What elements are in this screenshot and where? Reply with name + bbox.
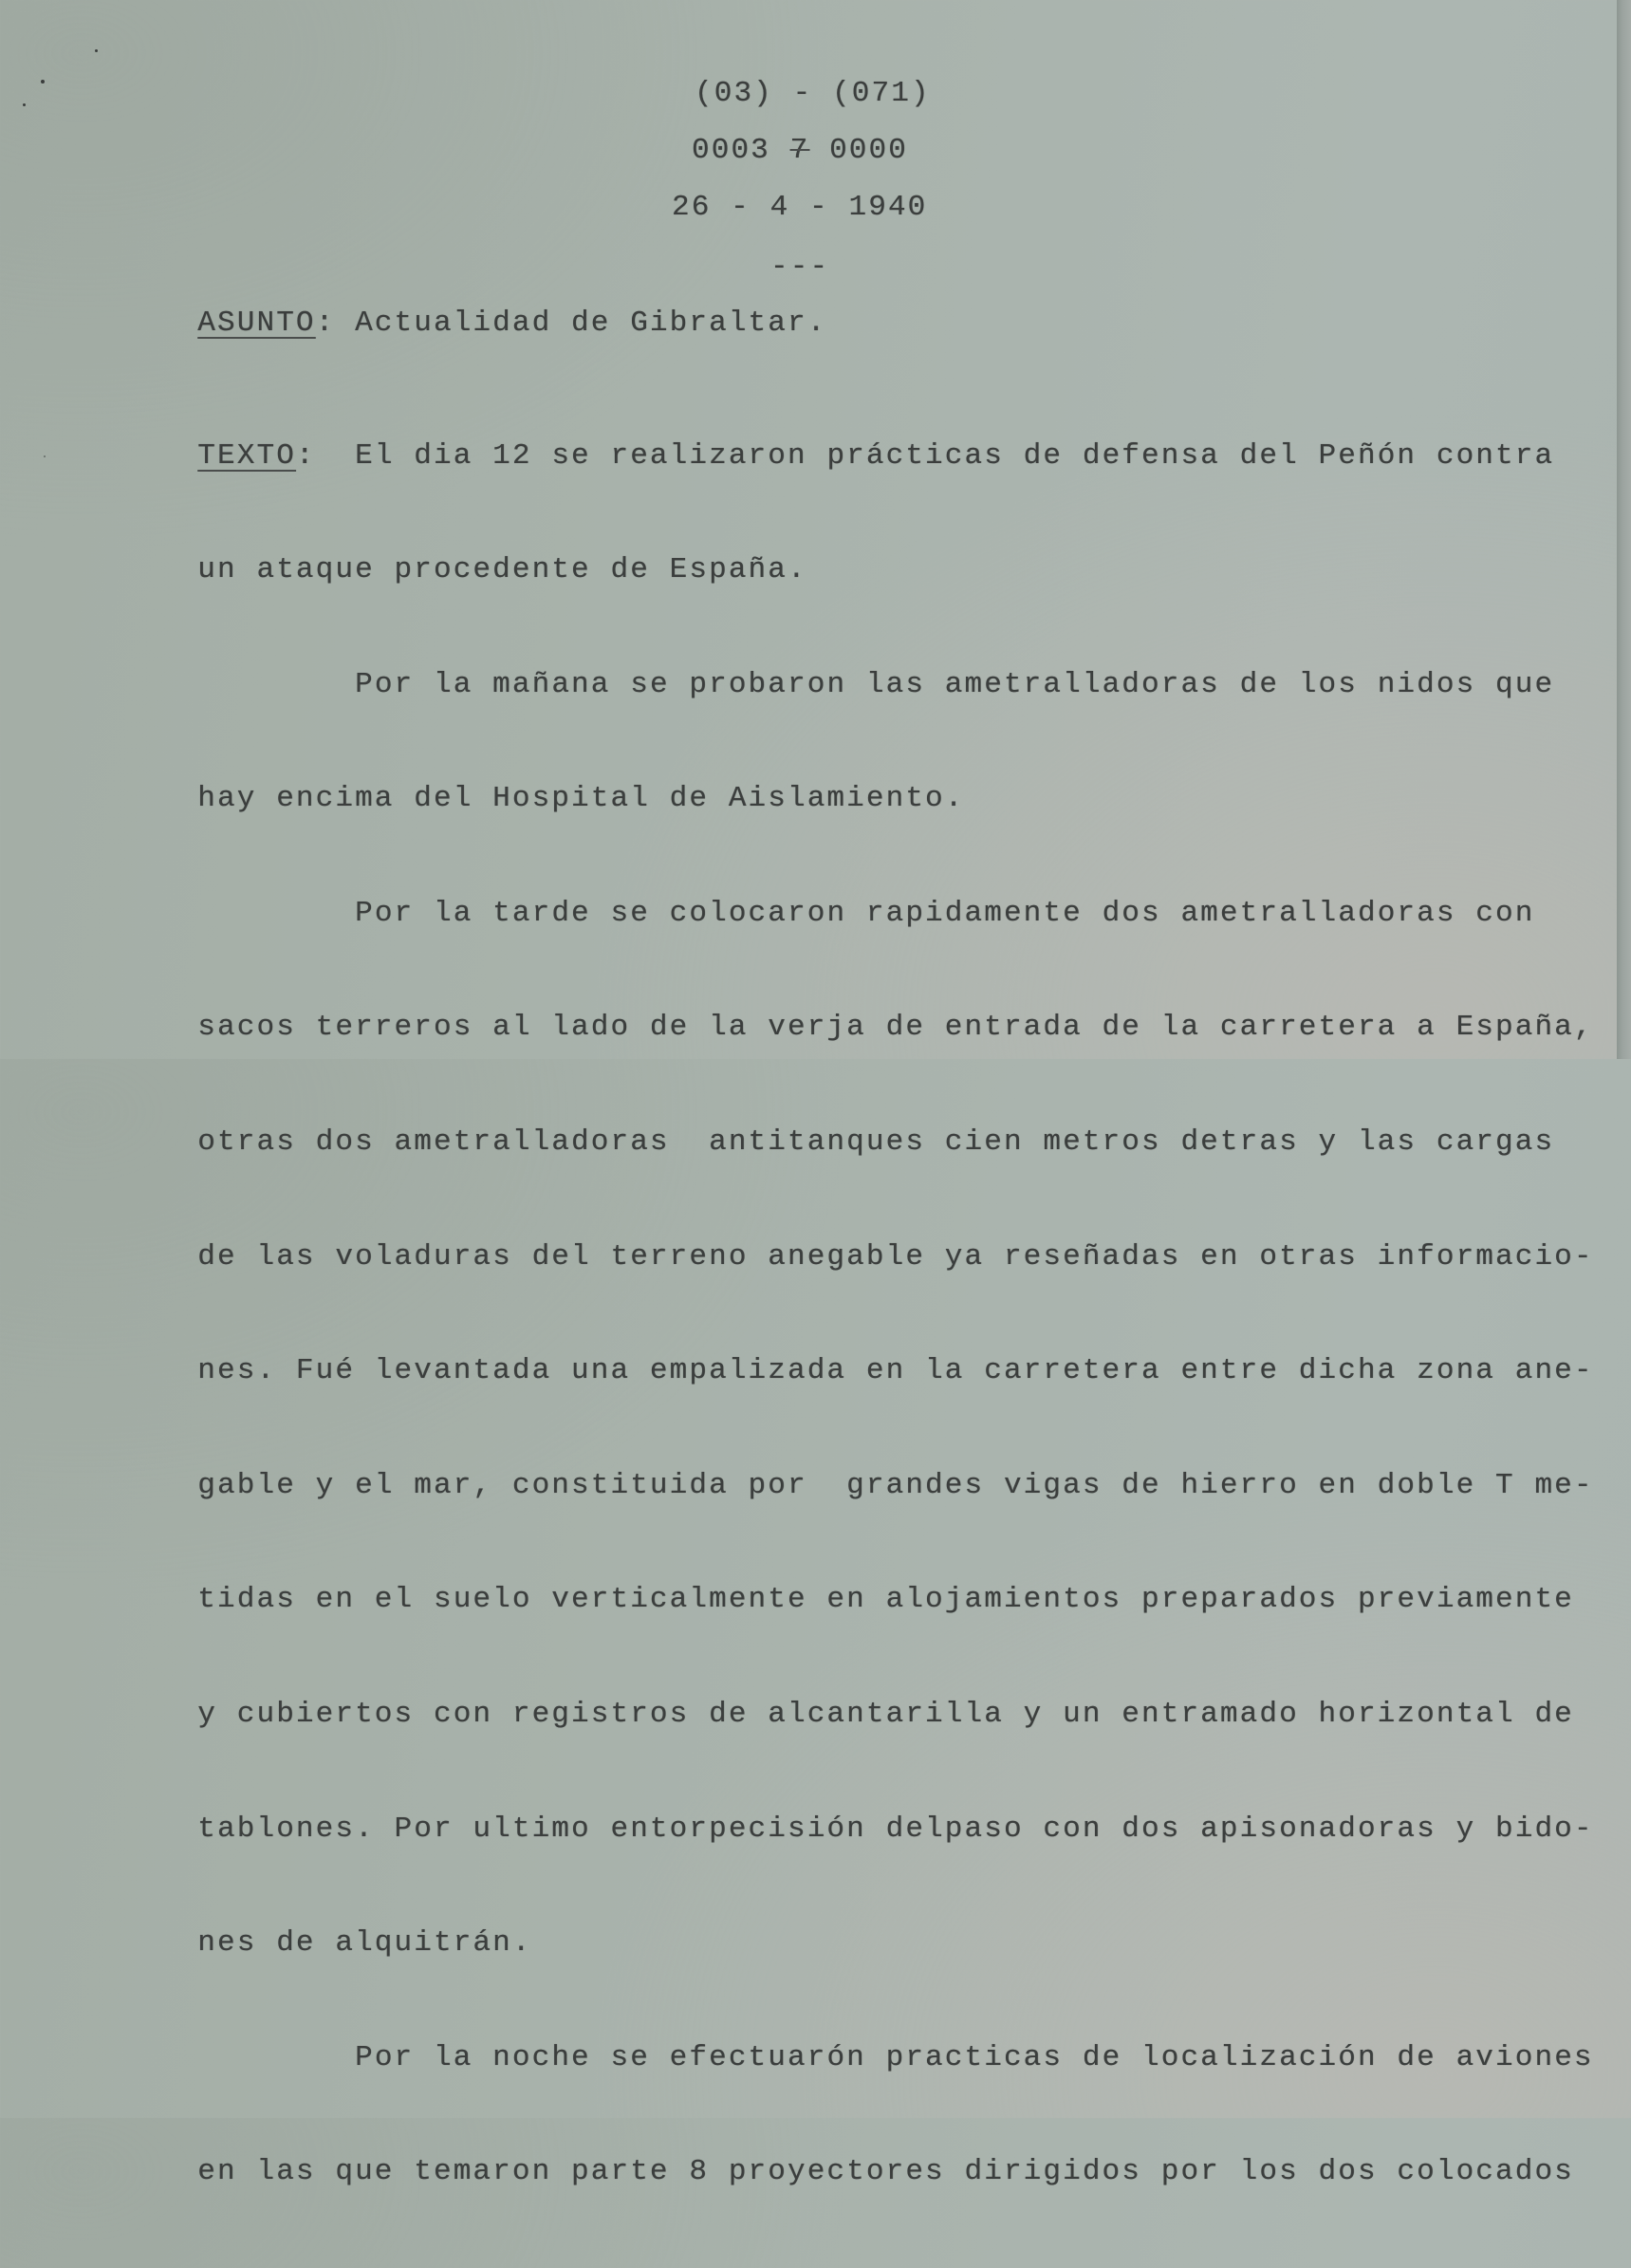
body-line: hay encima del Hospital de Aislamiento.	[197, 782, 965, 816]
header-divider: ---	[770, 250, 830, 284]
document-body	[197, 361, 1593, 2268]
body-line: en las que temaron parte 8 proyectores dirigidos por los dos colocados	[197, 2155, 1574, 2189]
struck-digit: 7	[789, 134, 810, 167]
serial-part: 0003	[692, 134, 790, 167]
body-line: tablones. Por ultimo entorpecisión delpaso con dos apisonadoras y bido-	[197, 1812, 1594, 1846]
body-line: Por la noche se efectuarón practicas de localización de aviones	[355, 2040, 1594, 2074]
body-line: de las voladuras del terreno anegable ya reseñadas en otras informacio-	[197, 1239, 1594, 1273]
serial-number	[692, 132, 908, 170]
ink-speck	[95, 49, 98, 52]
body-line: y cubiertos con registros de alcantarilla y un entramado horizontal de	[197, 1698, 1574, 1732]
body-line: gable y el mar, constituida por grandes vigas de hierro en doble T me-	[197, 1468, 1594, 1502]
ink-speck	[44, 455, 46, 457]
body-line: un ataque procedente de España.	[197, 553, 807, 587]
text-intro-text: : El dia 12 se realizaron prácticas de defensa del Peñón contra	[295, 438, 1555, 473]
body-line: tidas en el suelo verticalmente en alojamientos preparados previamente	[197, 1583, 1574, 1617]
ink-speck	[41, 80, 45, 84]
body-line: sacos terreros al lado de la verja de entrada de la carretera a España,	[197, 1011, 1594, 1045]
subject-label: ASUNTO	[197, 306, 316, 340]
document-date: 26 - 4 - 1940	[672, 191, 928, 225]
paper-edge	[1617, 0, 1631, 1059]
text-intro-line	[197, 437, 1593, 475]
serial-part: 0000	[809, 134, 908, 167]
reference-number: (03) - (071)	[695, 76, 931, 110]
ink-speck	[23, 103, 26, 106]
body-line: nes. Fué levantada una empalizada en la carretera entre dicha zona ane-	[197, 1354, 1594, 1388]
body-line: Por la tarde se colocaron rapidamente dos ametralladoras con	[355, 896, 1535, 930]
text-label: TEXTO	[197, 438, 296, 473]
subject-text: : Actualidad de Gibraltar.	[315, 306, 827, 340]
body-line: otras dos ametralladoras antitanques cien metros detras y las cargas	[197, 1125, 1555, 1160]
body-line: nes de alquitrán.	[197, 1926, 532, 1961]
body-line: Por la mañana se probaron las ametralladoras de los nidos que	[355, 667, 1555, 701]
subject-line	[197, 305, 826, 343]
